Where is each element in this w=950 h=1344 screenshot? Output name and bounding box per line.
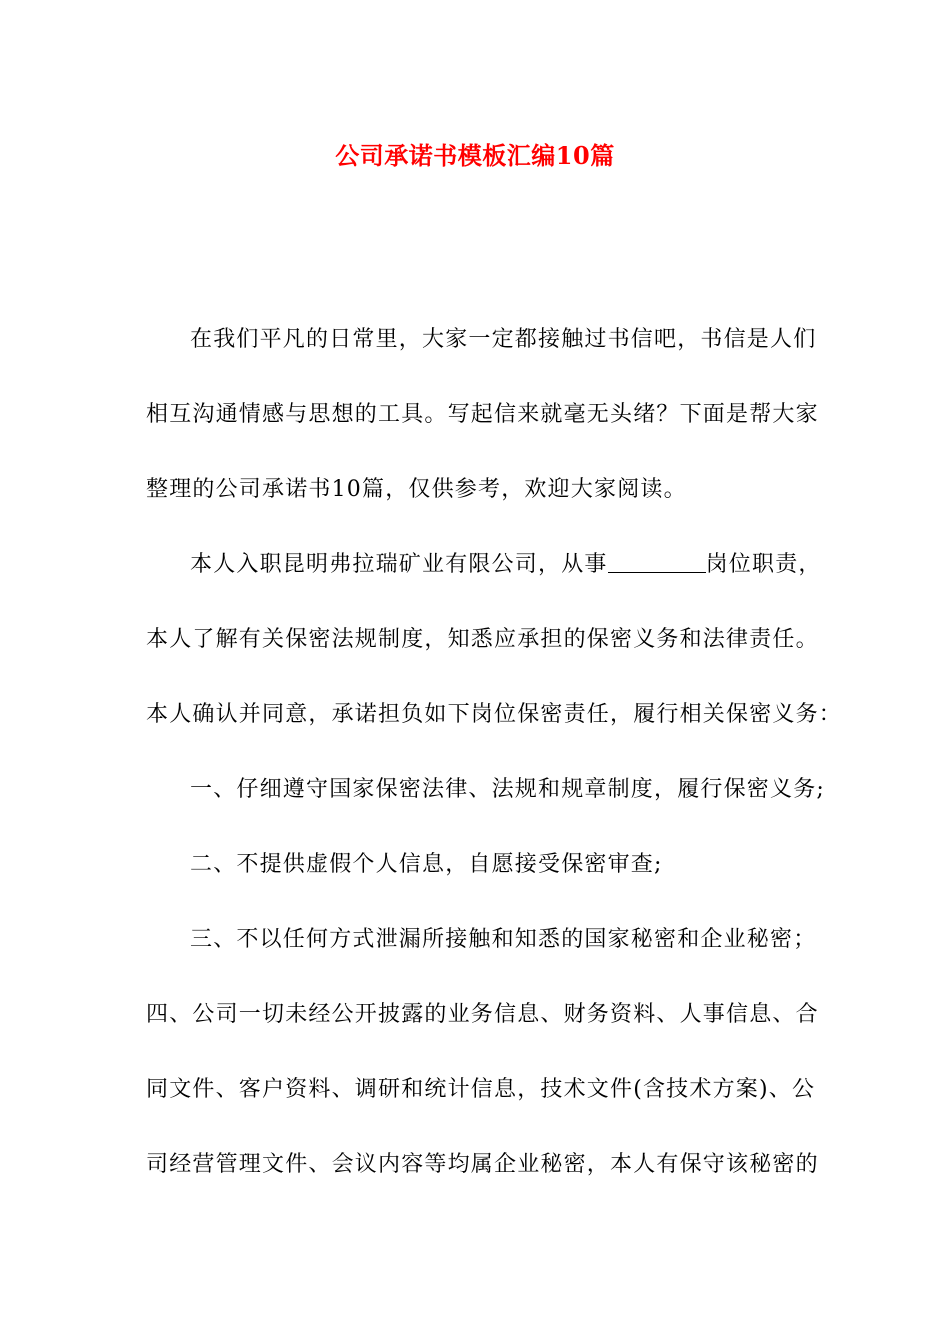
item-4-line-1: 四、公司一切未经公开披露的业务信息、财务资料、人事信息、合 bbox=[146, 1002, 819, 1027]
document-title: 公司承诺书模板汇编10篇 bbox=[335, 141, 615, 170]
commitment-line-3: 本人确认并同意，承诺担负如下岗位保密责任，履行相关保密义务： bbox=[146, 702, 843, 727]
commitment-text-before-blank: 本人入职昆明弗拉瑞矿业有限公司，从事 bbox=[190, 552, 608, 577]
commitment-line-1 bbox=[190, 550, 822, 580]
item-3: 三、不以任何方式泄漏所接触和知悉的国家秘密和企业秘密； bbox=[190, 927, 817, 952]
item-4-line-2: 同文件、客户资料、调研和统计信息，技术文件(含技术方案)、公 bbox=[146, 1077, 816, 1102]
intro-line-2: 相互沟通情感与思想的工具。写起信来就毫无头绪？下面是帮大家 bbox=[146, 402, 819, 427]
commitment-text-after-blank: 岗位职责， bbox=[705, 552, 822, 577]
intro-line-1: 在我们平凡的日常里，大家一定都接触过书信吧，书信是人们 bbox=[190, 327, 817, 352]
item-4-line-3: 司经营管理文件、会议内容等均属企业秘密，本人有保守该秘密的 bbox=[146, 1152, 819, 1177]
job-position-blank bbox=[608, 550, 706, 573]
item-2: 二、不提供虚假个人信息，自愿接受保密审查; bbox=[190, 852, 663, 877]
item-1: 一、仔细遵守国家保密法律、法规和规章制度，履行保密义务; bbox=[190, 777, 826, 802]
intro-line-3: 整理的公司承诺书10篇，仅供参考，欢迎大家阅读。 bbox=[146, 477, 687, 502]
commitment-line-2: 本人了解有关保密法规制度，知悉应承担的保密义务和法律责任。 bbox=[146, 627, 819, 652]
